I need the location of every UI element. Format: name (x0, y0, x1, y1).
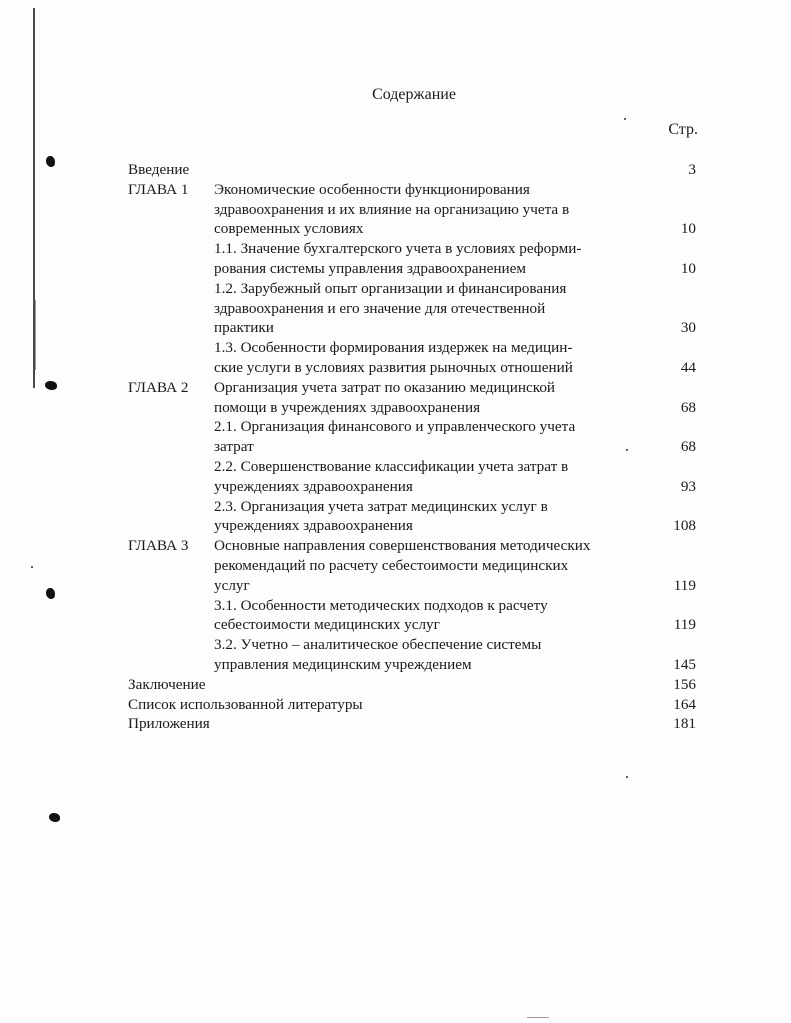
toc-entry-chapter-2 (128, 378, 696, 418)
scan-mark (527, 1017, 549, 1018)
toc-entry-section-1-3 (128, 338, 696, 378)
toc-entry-appendices (128, 714, 696, 734)
toc-entry-conclusion (128, 675, 696, 695)
toc-entry-text: 1.2. Зарубежный опыт организации и финансирования здравоохранения и его значение для отечественной практики (214, 279, 567, 337)
toc-page-number: 93 (680, 477, 696, 495)
toc-entry-text: 2.3. Организация учета затрат медицинских услуг в учреждениях здравоохранения (214, 497, 548, 535)
page-column-header: Стр. (668, 121, 698, 138)
toc-entry-text: Основные направления совершенствования методических рекомендаций по расчету себестоимости медицинских услуг (214, 537, 591, 594)
toc-page-number: 3 (688, 161, 696, 178)
toc-page-number: 10 (680, 259, 696, 277)
toc-entry-text: Приложения (128, 715, 210, 733)
toc-entry-section-1-2 (128, 279, 696, 338)
hole-punch-mark (45, 381, 57, 390)
scan-edge-line-faint (35, 300, 36, 370)
toc-entry-text: Организация учета затрат по оказанию медицинской помощи в учреждениях здравоохранения (214, 378, 556, 416)
toc-entry-text: 3.1. Особенности методических подходов к расчету себестоимости медицинских услуг (214, 596, 548, 634)
toc-entry-chapter-3 (128, 536, 696, 595)
hole-punch-mark (49, 813, 60, 822)
hole-punch-mark (46, 588, 55, 599)
hole-punch-mark (46, 156, 55, 167)
toc-entry-section-3-2 (128, 635, 696, 675)
toc-page-number: 44 (680, 358, 696, 376)
toc-entry-text: 2.1. Организация финансового и управленческого учета затрат (214, 418, 576, 456)
toc-entry-bibliography (128, 695, 696, 715)
toc-page-number: 108 (673, 517, 696, 535)
toc-page-number: 156 (673, 675, 696, 693)
toc-entry-text: Экономические особенности функционирования здравоохранения и их влияние на организацию учета в современных условиях (214, 180, 570, 238)
toc-entry-text: Введение (128, 161, 190, 178)
toc-chapter-label: ГЛАВА 1 (128, 180, 189, 198)
toc-page-number: 119 (673, 576, 696, 594)
toc-entry-chapter-1 (128, 180, 696, 239)
toc-page-number: 10 (680, 220, 696, 238)
toc-page-number: 164 (673, 695, 696, 713)
toc-page-number: 68 (680, 398, 696, 416)
scan-speck (31, 566, 33, 568)
scan-speck (626, 776, 628, 778)
toc-entry-text: 1.3. Особенности формирования издержек на медицин- ские услуги в условиях развития рыночных отношений (214, 339, 573, 376)
table-of-contents (128, 160, 696, 734)
toc-entry-text: 3.2. Учетно – аналитическое обеспечение системы управления медицинским учреждением (214, 636, 542, 673)
page-title: Содержание (372, 86, 456, 103)
toc-entry-text: 1.1. Значение бухгалтерского учета в условиях реформи- рования системы управления здравоохранением (214, 240, 582, 277)
toc-entry-section-3-1 (128, 596, 696, 636)
toc-entry-section-2-1 (128, 417, 696, 457)
toc-entry-introduction (128, 160, 696, 180)
toc-page-number: 68 (680, 438, 696, 456)
toc-entry-section-2-3 (128, 497, 696, 537)
toc-entry-section-2-2 (128, 457, 696, 497)
scan-speck (624, 118, 626, 120)
toc-page-number: 181 (673, 715, 696, 733)
toc-page-number: 30 (680, 319, 696, 337)
toc-chapter-label: ГЛАВА 2 (128, 378, 189, 396)
toc-entry-text: Заключение (128, 675, 206, 693)
toc-chapter-label: ГЛАВА 3 (128, 537, 189, 555)
toc-entry-text: Список использованной литературы (128, 695, 363, 713)
toc-page-number: 145 (673, 655, 696, 673)
toc-entry-text: 2.2. Совершенствование классификации учета затрат в учреждениях здравоохранения (214, 457, 569, 495)
toc-page-number: 119 (673, 616, 696, 634)
toc-entry-section-1-1 (128, 239, 696, 279)
